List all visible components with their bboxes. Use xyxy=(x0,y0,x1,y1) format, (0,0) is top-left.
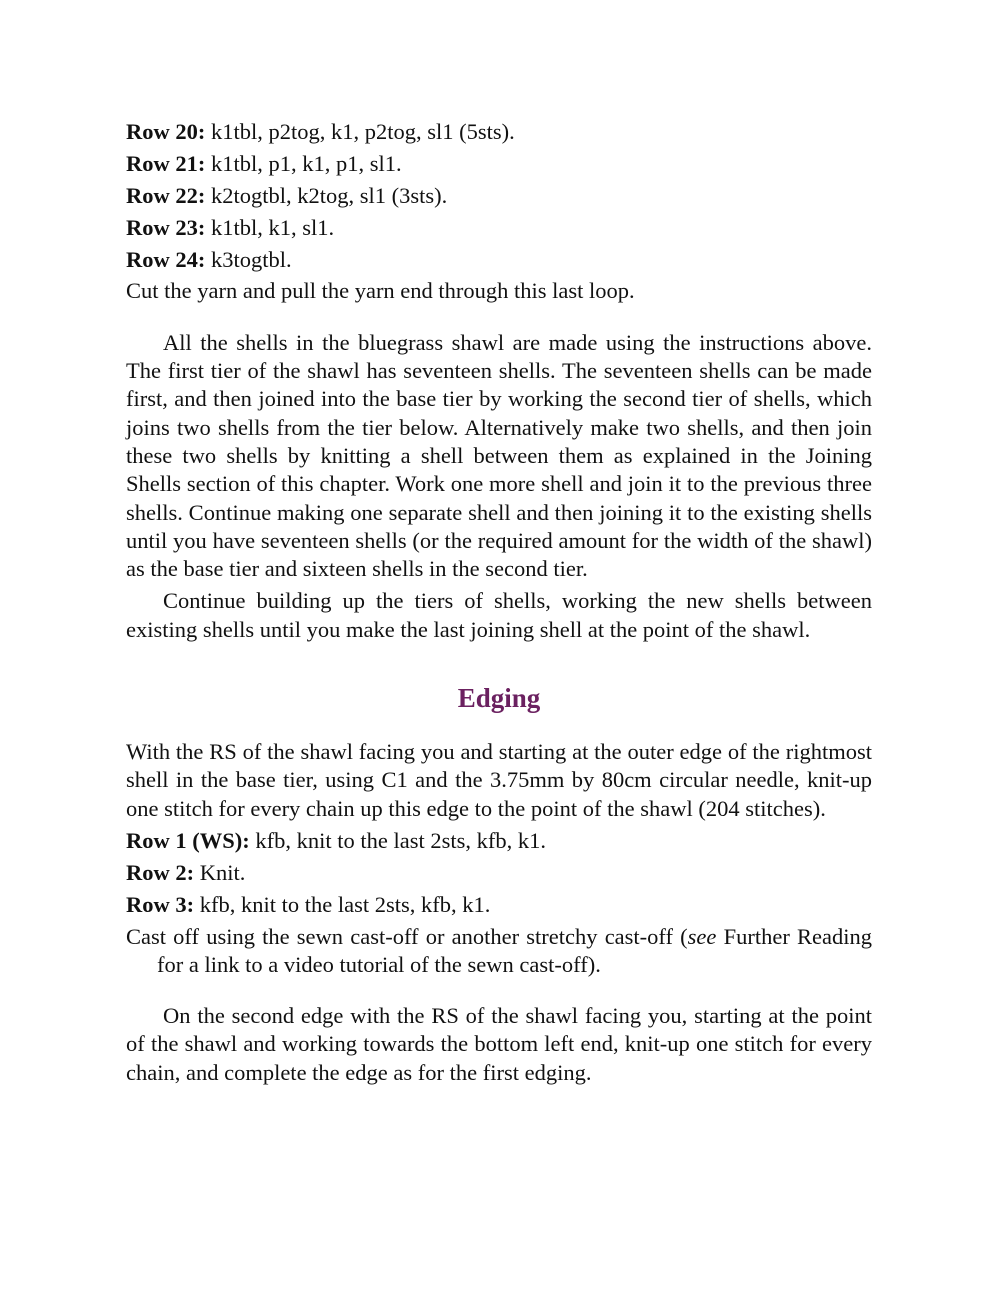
row-label: Row 3: xyxy=(126,891,195,917)
row-text: k3togtbl. xyxy=(205,246,292,272)
row-label: Row 23: xyxy=(126,214,206,240)
section-heading-edging: Edging xyxy=(457,683,541,714)
spacer xyxy=(126,644,872,682)
document-page xyxy=(126,118,872,1087)
shells-paragraph: All the shells in the bluegrass shawl are made using the instructions above. The first tier of the shawl has seventeen shells. The seventeen shells can be made first, and then joined into the base tier by working the second tier of shells, which joins two shells from the tier below. Alternatively make two shells, and then join these two shells by knitting a shell between them as explained in the Joining Shells section of this chapter. Work one more shell and join it to the previous three shells. Continue making one separate shell and then joining it to the existing shells until you have seventeen shells (or the required amount for the width of the shawl) as the base tier and sixteen shells in the second tier. xyxy=(126,329,872,582)
row-23-line xyxy=(126,214,872,242)
castoff-paragraph xyxy=(126,923,872,980)
edging-row-2-line xyxy=(126,859,872,887)
castoff-text-after: Further Reading for a link to a video tutorial of the sewn cast-off). xyxy=(157,923,872,977)
row-text: kfb, knit to the last 2sts, kfb, k1. xyxy=(249,827,546,853)
second-edge-paragraph: On the second edge with the RS of the shawl facing you, starting at the point of the shawl and working towards the bottom left end, knit-up one stitch for every chain, and complete the edge as for the first edging. xyxy=(126,1003,872,1085)
row-label: Row 22: xyxy=(126,182,206,208)
row-21-line xyxy=(126,150,872,178)
castoff-text-before: Cast off using the sewn cast-off or another stretchy cast-off ( xyxy=(126,923,688,949)
row-text: kfb, knit to the last 2sts, kfb, k1. xyxy=(194,891,491,917)
row-label: Row 1 (WS): xyxy=(126,827,250,853)
edging-row-3-line xyxy=(126,891,872,919)
row-label: Row 2: xyxy=(126,859,195,885)
row-text: k1tbl, k1, sl1. xyxy=(205,214,335,240)
row-label: Row 21: xyxy=(126,150,206,176)
edging-row-1-line xyxy=(126,827,872,855)
row-text: Knit. xyxy=(194,859,246,885)
spacer xyxy=(126,306,872,329)
spacer xyxy=(126,979,872,1002)
edging-paragraph: With the RS of the shawl facing you and starting at the outer edge of the rightmost shell in the base tier, using C1 and the 3.75mm by 80cm circular needle, knit-up one stitch for every chain up this edge to the point of the shawl (204 stitches). xyxy=(126,739,872,821)
castoff-text-italic: see xyxy=(687,923,717,949)
row-text: k2togtbl, k2tog, sl1 (3sts). xyxy=(205,182,448,208)
row-label: Row 20: xyxy=(126,119,206,144)
row-24-line xyxy=(126,246,872,274)
continue-paragraph: Continue building up the tiers of shells, working the new shells between existing shells until you make the last joining shell at the point of the shawl. xyxy=(126,588,872,642)
spacer xyxy=(126,714,872,738)
row-20-line xyxy=(126,118,872,146)
row-label: Row 24: xyxy=(126,246,206,272)
row-text: k1tbl, p1, k1, p1, sl1. xyxy=(205,150,402,176)
row-text: k1tbl, p2tog, k1, p2tog, sl1 (5sts). xyxy=(205,119,515,144)
row-22-line xyxy=(126,182,872,210)
cut-yarn-line: Cut the yarn and pull the yarn end through this last loop. xyxy=(126,278,635,304)
